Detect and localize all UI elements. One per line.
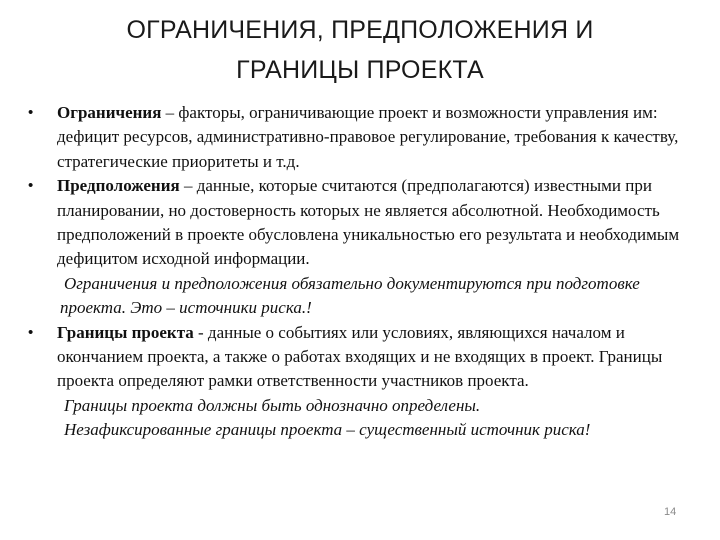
slide-content — [28, 101, 693, 443]
slide-title — [60, 10, 660, 90]
bullet-icon: • — [28, 323, 34, 341]
bullet-item-constraints — [28, 101, 693, 174]
bullet-icon: • — [28, 104, 34, 121]
term-boundaries: Границы проекта — [57, 322, 194, 342]
definition-boundaries: - данные о событиях или условиях, являющихся началом и окончанием проекта, а также о работах входящих и не входящих в проект. Границы проекта определяют рамки ответственности участников проекта. — [57, 322, 663, 391]
bullet-item-assumptions — [28, 174, 693, 272]
page-number: 14 — [664, 506, 677, 518]
definition-assumptions: – данные, которые считаются (предполагаются) известными при планировании, но достоверность которых не является абсолютной. Необходимость предположений в проекте обусловлена уникальностью его результата и необходимым дефицитом исходной информации. — [57, 176, 680, 269]
note-assumptions: Ограничения и предположения обязательно документируются при подготовке проекта. Это – источники риска.! — [60, 273, 640, 318]
bullet-icon: • — [28, 177, 34, 195]
slide-title-line-2: ГРАНИЦЫ ПРОЕКТА — [236, 56, 484, 84]
term-assumptions: Предположения — [57, 176, 180, 196]
slide-title-line-1: ОГРАНИЧЕНИЯ, ПРЕДПОЛОЖЕНИЯ И — [126, 16, 594, 44]
note-boundaries-defined: Границы проекта должны быть однозначно определены. — [64, 395, 481, 415]
definition-constraints: – факторы, ограничивающие проект и возможности управления им: дефицит ресурсов, административно-правовое регулирование, требования к качеству, стратегические приоритеты и т.д. — [57, 103, 679, 171]
note-boundaries-risk: Незафиксированные границы проекта – существенный источник риска! — [64, 420, 591, 440]
term-constraints: Ограничения — [57, 103, 162, 122]
bullet-item-boundaries — [28, 321, 693, 394]
